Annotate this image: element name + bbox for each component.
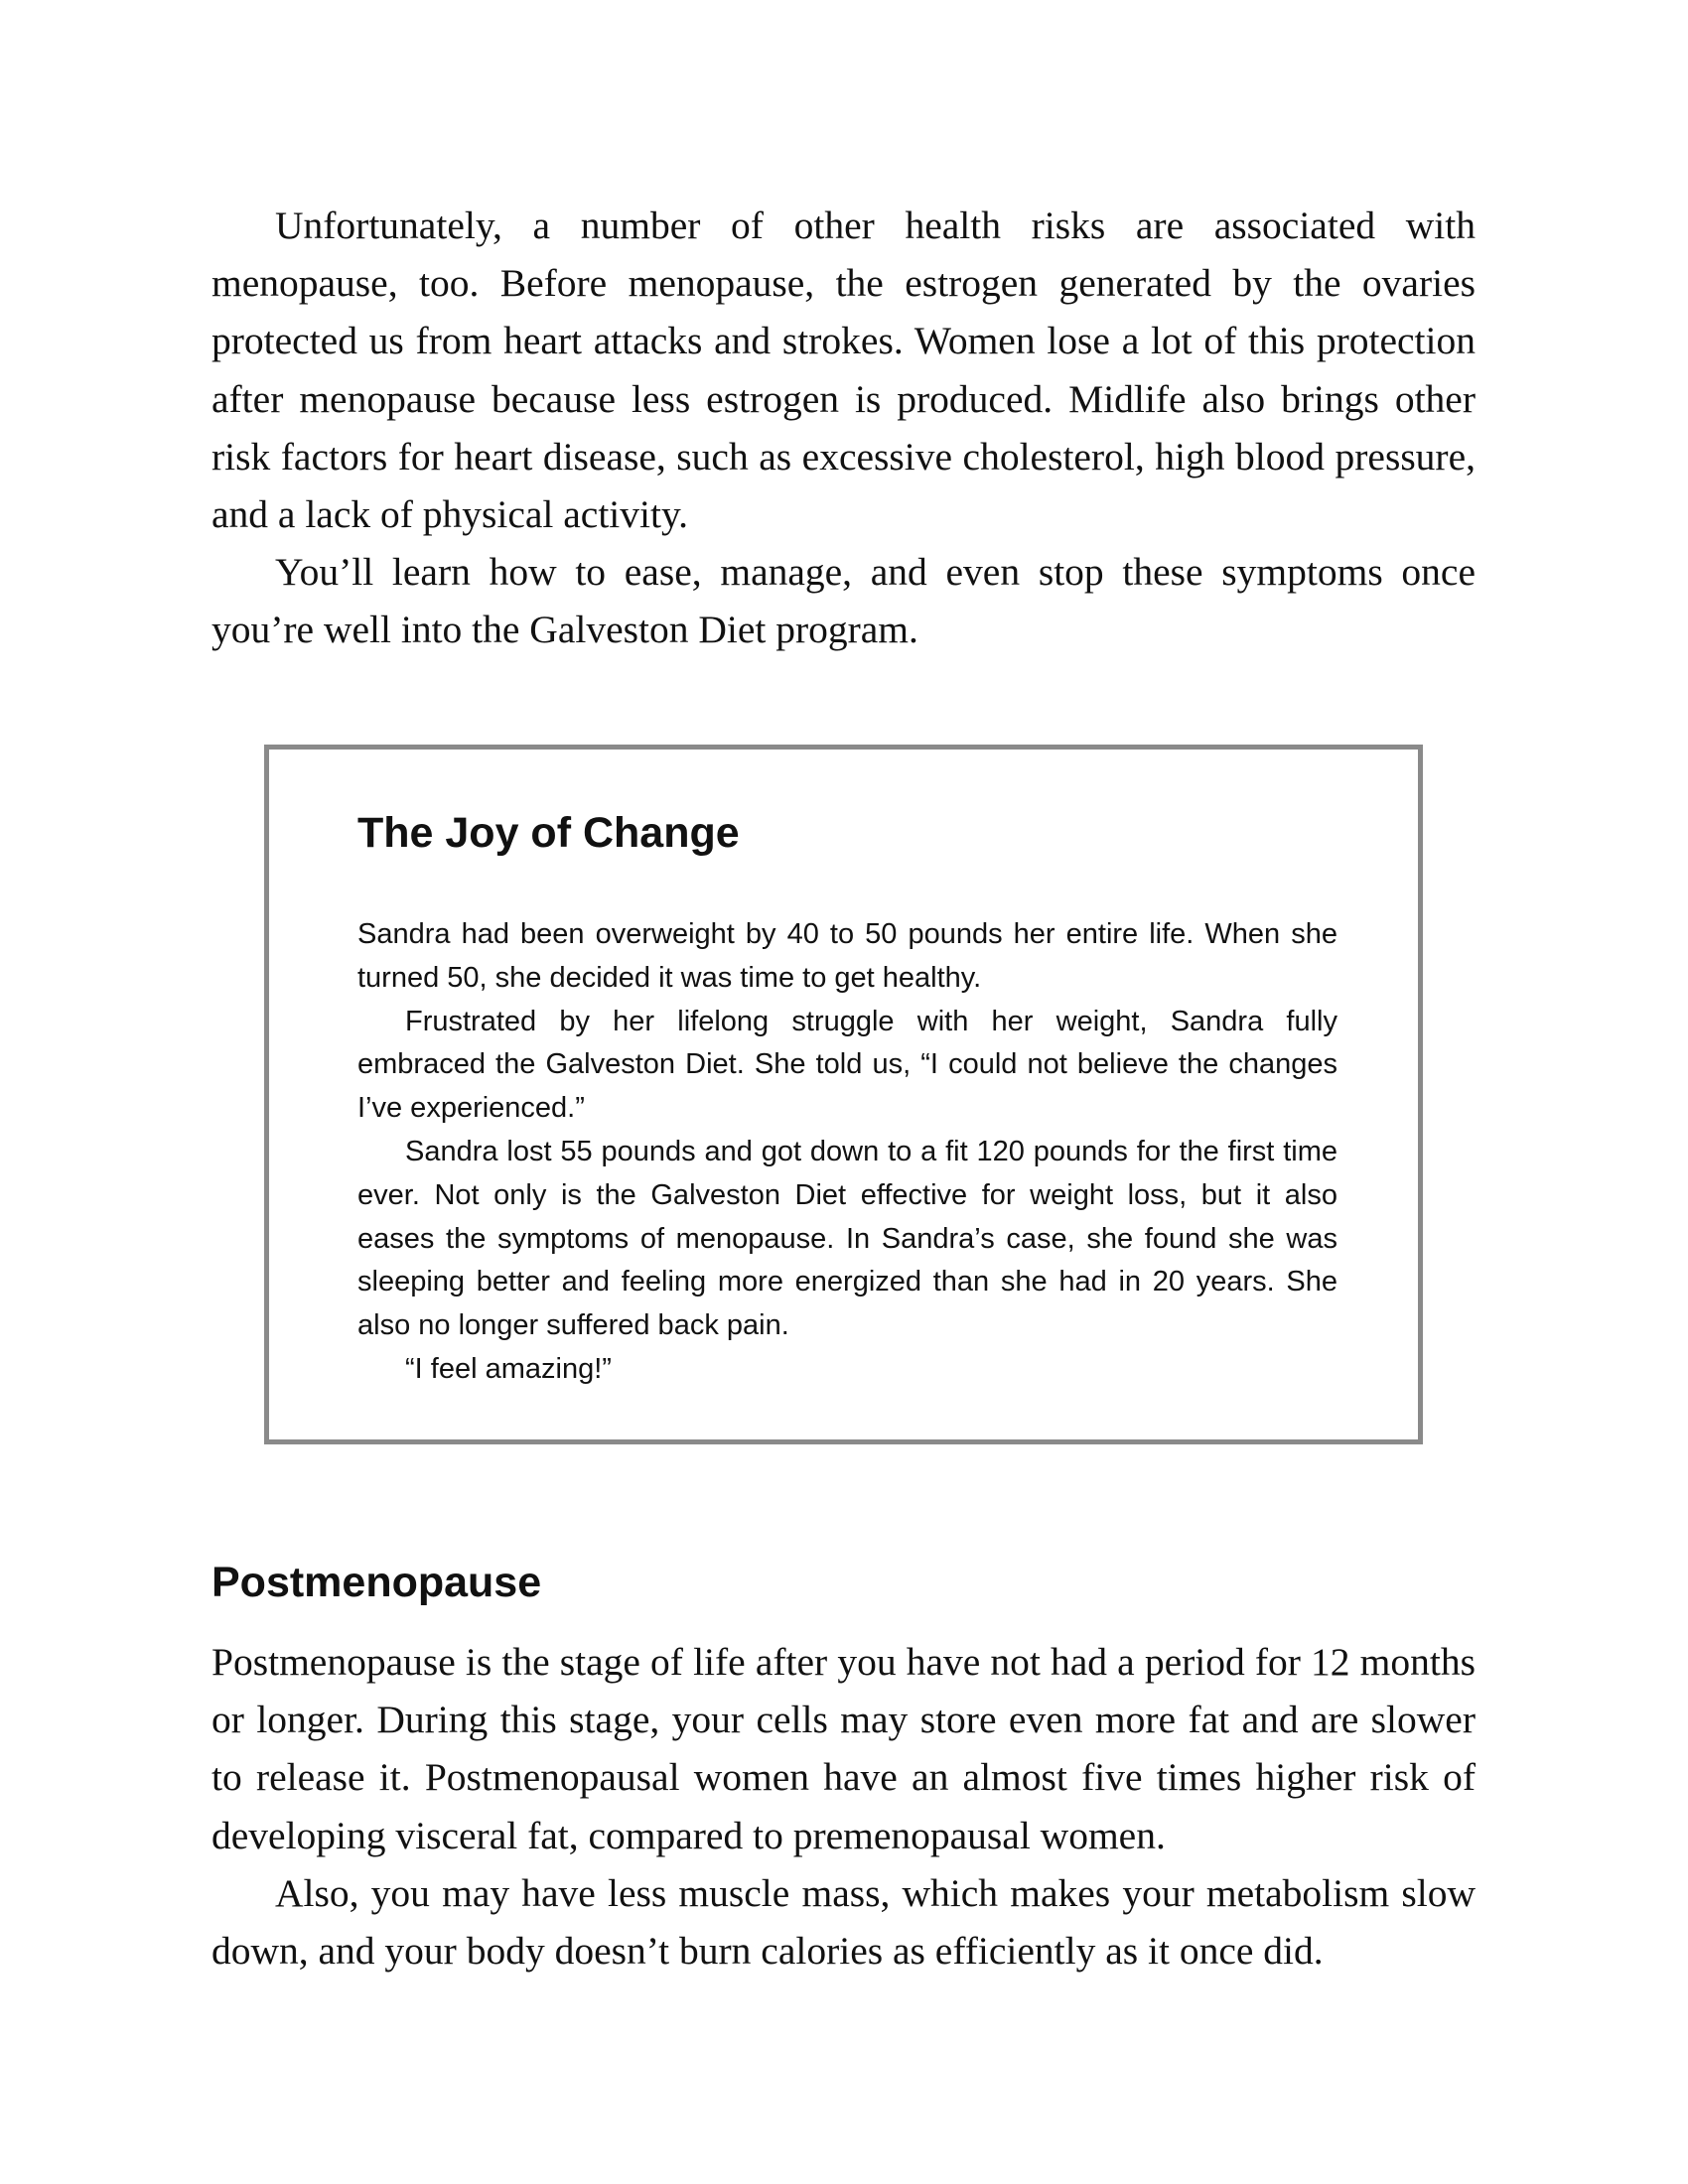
- sidebar-title: The Joy of Change: [357, 809, 740, 857]
- sidebar-paragraph-4: “I feel amazing!”: [405, 1352, 612, 1385]
- sidebar-paragraph-3: Sandra lost 55 pounds and got down to a fit 120 pounds for the first time ever. Not only is the Galveston Diet effective for weight loss, but it also eases the symptoms of menopause. In Sandra’s case, she found she was sleeping better and feeling more energized than she had in 20 years. She also no longer suffered back pain.: [357, 1135, 1337, 1342]
- intro-section: [211, 197, 1476, 659]
- sidebar-paragraph-2: Frustrated by her lifelong struggle with her weight, Sandra fully embraced the Galveston Diet. She told us, “I could not believe the changes I’ve experienced.”: [357, 1005, 1337, 1125]
- intro-paragraph-1: Unfortunately, a number of other health risks are associated with menopause, too. Before menopause, the estrogen generated by the ovaries protected us from heart attacks and strokes. Women lose a lot of this protection after menopause because less estrogen is produced. Midlife also brings other risk factors for heart disease, such as excessive cholesterol, high blood pressure, and a lack of physical activity.: [211, 204, 1476, 537]
- section-heading-postmenopause: Postmenopause: [211, 1559, 542, 1606]
- postmenopause-paragraph-1: Postmenopause is the stage of life after you have not had a period for 12 months or longer. During this stage, your cells may store even more fat and are slower to release it. Postmenopausal women have an almost five times higher risk of developing visceral fat, compared to premenopausal women.: [211, 1640, 1476, 1857]
- intro-paragraph-2: You’ll learn how to ease, manage, and even stop these symptoms once you’re well into the Galveston Diet program.: [211, 550, 1476, 652]
- sidebar-body: [357, 913, 1337, 1392]
- sidebar-box-joy-of-change: [264, 745, 1423, 1444]
- postmenopause-section: [211, 1633, 1476, 1979]
- sidebar-paragraph-1: Sandra had been overweight by 40 to 50 pounds her entire life. When she turned 50, she decided it was time to get healthy.: [357, 918, 1337, 994]
- postmenopause-paragraph-2: Also, you may have less muscle mass, which makes your metabolism slow down, and your body doesn’t burn calories as efficiently as it once did.: [211, 1870, 1476, 1974]
